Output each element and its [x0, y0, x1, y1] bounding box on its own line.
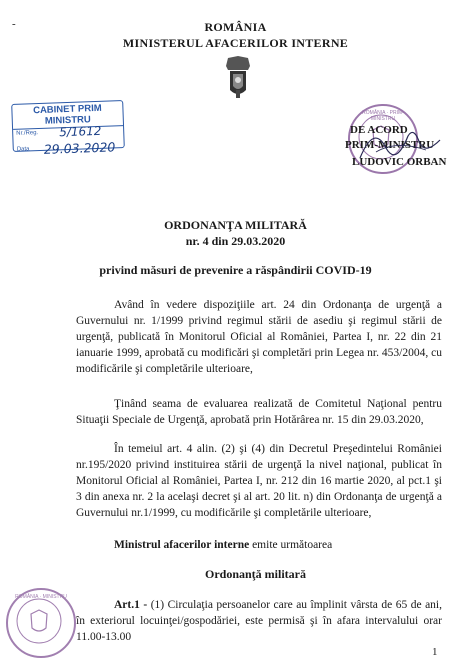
- approval-name: LUDOVIC ORBAN: [352, 156, 447, 168]
- coat-of-arms-emblem: [224, 56, 252, 102]
- article-1-text: (1) Circulaţia persoanelor care au împlinit vârsta de 65 de ani, în exteriorul locuinţei/gospodăriei, este permisă şi în afara intervalului orar 11.00-13.00: [76, 599, 442, 643]
- top-mark: -: [12, 18, 16, 30]
- ministry-seal: [6, 588, 76, 658]
- article-1: [76, 597, 442, 645]
- ordinance-subject: privind măsuri de prevenire a răspândirii COVID-19: [99, 263, 372, 277]
- issuer-line: [76, 537, 442, 553]
- paragraph-legal-basis-1: Având în vedere dispoziţiile art. 24 din Ordonanţa de urgenţă a Guvernului nr. 1/1999 privind regimul stării de asediu şi regimul stării de urgenţă, publicată în Monitorul Oficial al României, Partea I, nr. 22 din 21 ianuarie 1999, aprobată cu modificări şi completări prin Legea nr. 453/2004, cu modificările şi completările ulterioare,: [76, 299, 442, 375]
- page-number: 1: [432, 646, 438, 658]
- ministry-seal-text: ROMÂNIA · MINISTRU: [15, 594, 67, 600]
- stamp-number: 5/1612: [58, 123, 102, 140]
- stamp-number-label: Nr./Reg.: [16, 130, 39, 137]
- stamp-title: CABINET PRIM MINISTRU: [12, 101, 123, 130]
- ordinance-number: nr. 4 din 29.03.2020: [185, 234, 286, 248]
- signature-scribble: [356, 118, 446, 168]
- article-1-label: Art.1 -: [114, 599, 151, 611]
- issuer-rest: emite următoarea: [249, 539, 333, 551]
- ordinance-heading: Ordonanţă militară: [205, 567, 306, 581]
- approval-seal-text: ROMÂNIA · PRIM-MINISTRU: [362, 110, 404, 122]
- stamp-date-label: Data: [16, 146, 30, 153]
- registration-stamp: [11, 100, 125, 157]
- stamp-date: 29.03.2020: [43, 139, 116, 157]
- paragraph-legal-basis-2: Ţinând seama de evaluarea realizată de Comitetul Naţional pentru Situaţii Speciale de Urgenţă, aprobată prin Hotărârea nr. 15 din 29.03.2020,: [76, 398, 442, 426]
- ministry-heading: MINISTERUL AFACERILOR INTERNE: [122, 36, 349, 50]
- issuer-bold: Ministrul afacerilor interne: [114, 539, 250, 551]
- approval-prim-ministru: PRIM-MINISTRU: [345, 139, 435, 151]
- country-heading: ROMÂNIA: [204, 20, 267, 34]
- ordinance-title: ORDONANŢA MILITARĂ: [164, 218, 307, 232]
- approval-de-acord: DE ACORD: [350, 124, 408, 136]
- paragraph-legal-basis-3: În temeiul art. 4 alin. (2) şi (4) din Decretul Preşedintelui României nr.195/2020 privind instituirea stării de urgenţă la nivel naţional, publicat în Monitorul Oficial al României, Partea I, nr. 212 din 16 martie 2020, al pct.1 şi 3 din anexa nr. 2 la acelaşi decret şi al art. 20 lit. n) din Ordonanţa de urgenţă a Guvernului nr.1/1999, cu modificările şi completările ulterioare,: [76, 443, 442, 519]
